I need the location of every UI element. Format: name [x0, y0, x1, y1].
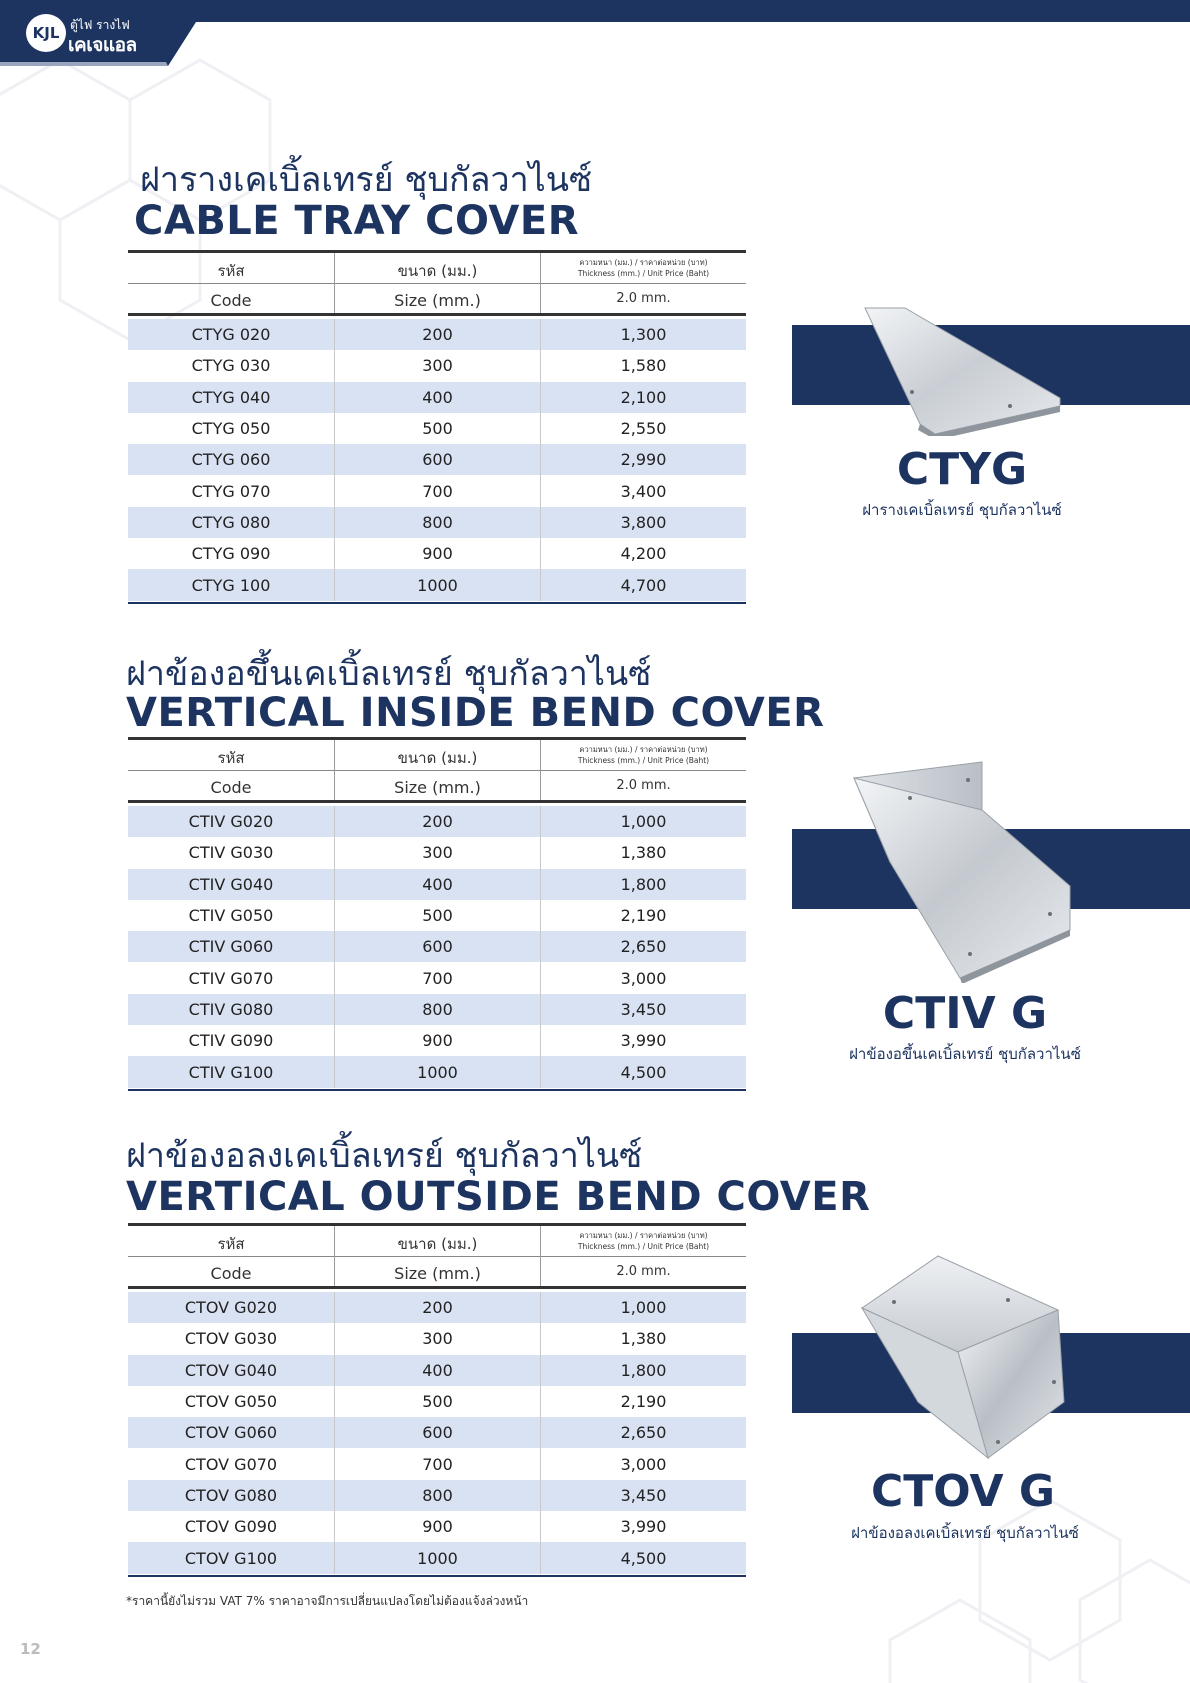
- cell-code: CTYG 060: [191, 450, 271, 470]
- cable-tray-cover-image: [860, 306, 1070, 436]
- cell-size: 600: [334, 931, 540, 962]
- cell-price: 1,800: [540, 1355, 746, 1386]
- table-row: [128, 569, 746, 600]
- cell-code: CTIV G100: [188, 1062, 274, 1082]
- header-code-english: Code: [210, 291, 252, 310]
- cell-code: CTIV G070: [188, 968, 274, 988]
- product-3-code: CTOV G: [870, 1466, 1055, 1517]
- section-2-title-english: VERTICAL INSIDE BEND COVER: [126, 690, 825, 736]
- cell-size: 400: [334, 869, 540, 900]
- page-number: 12: [20, 1640, 41, 1658]
- cell-size: 200: [334, 1292, 540, 1323]
- header-price-english: Thickness (mm.) / Unit Price (Baht): [577, 269, 710, 278]
- cell-code: CTYG 030: [191, 356, 271, 376]
- cell-size: 900: [334, 1025, 540, 1056]
- table-body: [128, 1292, 746, 1577]
- table-row: [128, 1542, 746, 1573]
- table-header: [128, 737, 746, 803]
- cell-code: CTIV G040: [188, 874, 274, 894]
- vat-footnote: *ราคานี้ยังไม่รวม VAT 7% ราคาอาจมีการเปลี่ยนแปลงโดยไม่ต้องแจ้งล่วงหน้า: [126, 1594, 529, 1608]
- header-code-thai: รหัส: [217, 1235, 245, 1253]
- cell-price: 4,500: [540, 1056, 746, 1087]
- logo-brand-name: เคเจแอล: [68, 34, 137, 56]
- table-row: [128, 1480, 746, 1511]
- product-1-code: CTYG: [896, 444, 1028, 495]
- cell-code: CTIV G080: [188, 999, 274, 1019]
- table-row: [128, 994, 746, 1025]
- cell-size: 800: [334, 994, 540, 1025]
- cell-code: CTOV G020: [184, 1298, 278, 1318]
- cell-size: 700: [334, 475, 540, 506]
- cell-code: CTOV G080: [184, 1485, 278, 1505]
- outside-bend-cover-image: [858, 1252, 1072, 1462]
- cell-size: 700: [334, 962, 540, 993]
- cell-price: 2,100: [540, 382, 746, 413]
- table-body: [128, 319, 746, 604]
- product-2-code: CTIV G: [882, 988, 1048, 1039]
- header-size-thai: ขนาด (มม.): [397, 749, 478, 767]
- table-header: [128, 1223, 746, 1289]
- cell-code: CTOV G040: [184, 1360, 278, 1380]
- cell-size: 300: [334, 837, 540, 868]
- cell-price: 4,200: [540, 538, 746, 569]
- table-row: [128, 806, 746, 837]
- cell-size: 400: [334, 1355, 540, 1386]
- cell-size: 800: [334, 507, 540, 538]
- section-2-price-table: [128, 737, 746, 1091]
- header-code-thai: รหัส: [217, 262, 245, 280]
- cell-price: 2,550: [540, 413, 746, 444]
- cell-price: 3,000: [540, 962, 746, 993]
- cell-size: 200: [334, 319, 540, 350]
- section-3-title-english: VERTICAL OUTSIDE BEND COVER: [126, 1174, 871, 1220]
- cell-size: 600: [334, 1417, 540, 1448]
- cell-price: 2,190: [540, 1386, 746, 1417]
- table-row: [128, 444, 746, 475]
- header-size-english: Size (mm.): [394, 291, 481, 310]
- cell-price: 2,190: [540, 900, 746, 931]
- cell-price: 1,380: [540, 1323, 746, 1354]
- header-code-english: Code: [210, 1264, 252, 1283]
- cell-price: 2,990: [540, 444, 746, 475]
- cell-price: 3,990: [540, 1511, 746, 1542]
- section-1-title-thai: ฝารางเคเบิ้ลเทรย์ ชุบกัลวาไนซ์: [140, 160, 593, 200]
- cell-price: 3,000: [540, 1448, 746, 1479]
- table-row: [128, 1025, 746, 1056]
- header-size-english: Size (mm.): [394, 1264, 481, 1283]
- cell-price: 1,000: [540, 806, 746, 837]
- table-row: [128, 931, 746, 962]
- cell-code: CTYG 020: [191, 325, 271, 345]
- cell-code: CTOV G070: [184, 1454, 278, 1474]
- cell-price: 4,700: [540, 569, 746, 600]
- table-row: [128, 475, 746, 506]
- table-row: [128, 900, 746, 931]
- product-1-description: ฝารางเคเบิ้ลเทรย์ ชุบกัลวาไนซ์: [862, 501, 1062, 519]
- table-row: [128, 837, 746, 868]
- cell-price: 3,450: [540, 994, 746, 1025]
- cell-price: 3,450: [540, 1480, 746, 1511]
- cell-size: 300: [334, 1323, 540, 1354]
- cell-price: 3,800: [540, 507, 746, 538]
- cell-price: 1,800: [540, 869, 746, 900]
- cell-price: 1,380: [540, 837, 746, 868]
- cell-size: 300: [334, 350, 540, 381]
- table-row: [128, 869, 746, 900]
- inside-bend-cover-image: [850, 758, 1075, 983]
- header-code-english: Code: [210, 778, 252, 797]
- cell-code: CTOV G030: [184, 1329, 278, 1349]
- cell-code: CTYG 100: [191, 575, 271, 595]
- table-header: [128, 250, 746, 316]
- cell-size: 1000: [334, 569, 540, 600]
- cell-size: 400: [334, 382, 540, 413]
- cell-size: 900: [334, 1511, 540, 1542]
- cell-price: 1,300: [540, 319, 746, 350]
- table-row: [128, 1511, 746, 1542]
- table-row: [128, 962, 746, 993]
- section-3-price-table: [128, 1223, 746, 1577]
- table-row: [128, 1448, 746, 1479]
- table-row: [128, 382, 746, 413]
- cell-code: CTIV G090: [188, 1031, 274, 1051]
- cell-price: 2,650: [540, 931, 746, 962]
- cell-size: 1000: [334, 1056, 540, 1087]
- product-3-description: ฝาข้องอลงเคเบิ้ลเทรย์ ชุบกัลวาไนซ์: [851, 1524, 1079, 1542]
- cell-size: 700: [334, 1448, 540, 1479]
- cell-size: 200: [334, 806, 540, 837]
- cell-size: 600: [334, 444, 540, 475]
- cell-code: CTYG 080: [191, 512, 271, 532]
- cell-code: CTIV G060: [188, 937, 274, 957]
- header-thickness: 2.0 mm.: [616, 291, 671, 306]
- header-price-thai: ความหนา (มม.) / ราคาต่อหน่วย (บาท): [579, 745, 708, 754]
- section-3-title-thai: ฝาข้องอลงเคเบิ้ลเทรย์ ชุบกัลวาไนซ์: [126, 1136, 643, 1176]
- cell-price: 2,650: [540, 1417, 746, 1448]
- cell-size: 900: [334, 538, 540, 569]
- table-row: [128, 1386, 746, 1417]
- table-row: [128, 1417, 746, 1448]
- cell-code: CTOV G060: [184, 1423, 278, 1443]
- table-row: [128, 1323, 746, 1354]
- logo-tab: [0, 0, 210, 66]
- table-row: [128, 507, 746, 538]
- table-row: [128, 538, 746, 569]
- header-thickness: 2.0 mm.: [616, 778, 671, 793]
- section-2-title-thai: ฝาข้องอขึ้นเคเบิ้ลเทรย์ ชุบกัลวาไนซ์: [126, 654, 652, 694]
- section-1-title-english: CABLE TRAY COVER: [134, 198, 580, 244]
- cell-code: CTYG 040: [191, 387, 271, 407]
- header-size-thai: ขนาด (มม.): [397, 1235, 478, 1253]
- cell-code: CTIV G050: [188, 906, 274, 926]
- cell-size: 500: [334, 900, 540, 931]
- logo-mark: KJL: [26, 14, 66, 52]
- header-size-thai: ขนาด (มม.): [397, 262, 478, 280]
- cell-size: 500: [334, 413, 540, 444]
- cell-code: CTIV G030: [188, 843, 274, 863]
- product-2-description: ฝาข้องอขึ้นเคเบิ้ลเทรย์ ชุบกัลวาไนซ์: [849, 1045, 1081, 1063]
- cell-code: CTOV G090: [184, 1517, 278, 1537]
- cell-size: 1000: [334, 1542, 540, 1573]
- cell-code: CTOV G100: [184, 1548, 278, 1568]
- cell-code: CTIV G020: [188, 812, 274, 832]
- cell-price: 3,990: [540, 1025, 746, 1056]
- header-code-thai: รหัส: [217, 749, 245, 767]
- table-body: [128, 806, 746, 1091]
- header-price-english: Thickness (mm.) / Unit Price (Baht): [577, 1242, 710, 1251]
- cell-price: 4,500: [540, 1542, 746, 1573]
- table-row: [128, 1355, 746, 1386]
- header-size-english: Size (mm.): [394, 778, 481, 797]
- cell-price: 3,400: [540, 475, 746, 506]
- cell-code: CTYG 050: [191, 419, 271, 439]
- header-thickness: 2.0 mm.: [616, 1264, 671, 1279]
- table-row: [128, 1292, 746, 1323]
- cell-price: 1,000: [540, 1292, 746, 1323]
- header-price-english: Thickness (mm.) / Unit Price (Baht): [577, 756, 710, 765]
- header-price-thai: ความหนา (มม.) / ราคาต่อหน่วย (บาท): [579, 1231, 708, 1240]
- cell-code: CTOV G050: [184, 1392, 278, 1412]
- cell-price: 1,580: [540, 350, 746, 381]
- cell-size: 500: [334, 1386, 540, 1417]
- cell-code: CTYG 090: [191, 544, 271, 564]
- table-row: [128, 350, 746, 381]
- section-1-price-table: [128, 250, 746, 604]
- table-row: [128, 1056, 746, 1087]
- cell-code: CTYG 070: [191, 481, 271, 501]
- logo-tagline: ตู้ไฟ รางไฟ: [70, 18, 130, 32]
- cell-size: 800: [334, 1480, 540, 1511]
- header-price-thai: ความหนา (มม.) / ราคาต่อหน่วย (บาท): [579, 258, 708, 267]
- table-row: [128, 319, 746, 350]
- table-row: [128, 413, 746, 444]
